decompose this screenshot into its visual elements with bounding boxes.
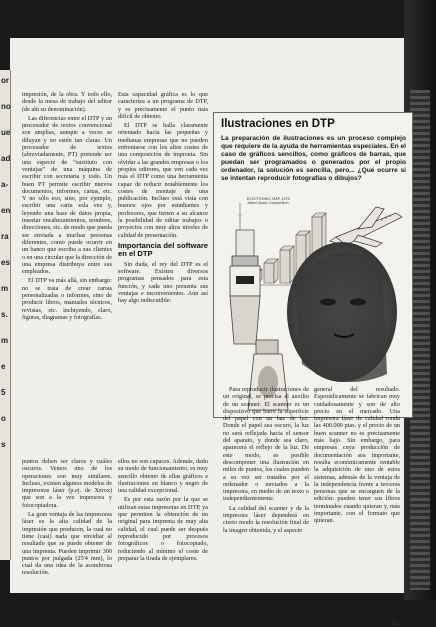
col1-paragraph: La gran ventaja de las impresoras láser es la alta calidad de la impresión que producen, la cual no tiene (casi) nada que envidiar al resultado que se puede obtener de una imprenta. Pueden imprimir 300 puntos por pulgada (25'4 mm), lo cual da una idea de la asombrosa resolución. <box>22 511 112 577</box>
sliver-text: m <box>1 284 9 293</box>
col2-paragraph: ellos no son capaces. Además, dado su modo de funcionamiento, es muy sencillo obtener de ellas gráficos e ilustraciones en blanco y negro de una calidad excepcional. <box>118 458 208 495</box>
col3-paragraph: Para reproducir ilustraciones de un original, se precisa el auxilio de un scanner. El scanner es un dispositivo que barre la superficie del papel con un haz de luz. Donde el papel sea oscuro, la luz no será reflejada hacia el sensor del aparato, y donde sea claro, aparecerá el reflejo de la luz. De este modo, es posible descomponer una ilustración en miles de puntos, los cuales pueden a su vez ser tratados por el ordenador o enviados a la impresora, en medio de un texto o independientemente. <box>223 386 309 503</box>
col1-paragraph: impresión, de la obra. Y todo ello, desde la mesa de trabajo del editor (de ahí su denominación). <box>22 91 112 113</box>
sliver-text: ad <box>1 154 11 163</box>
chart-caption-line-1: ELECTRONIC MAP 1975 <box>247 197 290 201</box>
sliver-text: no <box>1 102 11 111</box>
col2-paragraph: Es por esta razón por la que se utilizan estas impresoras en DTP, ya que permiten la obtención de un original para imprenta de muy alta calidad, el cual puede ser después reproducido por procesos fotográficos o fotocopiado, reduciendo al mínimo el coste de preparar la tirada de ejemplares. <box>118 496 208 562</box>
col3-paragraph: La calidad del scanner y de la impresora láser dependerá en cierto modo la resolución final de la imagen obtenida, y el aspecto <box>223 504 309 534</box>
column-2-bottom <box>118 458 208 588</box>
sliver-text: ue <box>1 128 11 137</box>
col1-paragraph: El DTP va más allá, sin embargo: no se trata de crear cartas personalizadas o informes, sino de producir libros, manuales técnicos, revistas, etc. incluyendo, claro, figuras, diagramas y fotografías. <box>22 277 112 321</box>
column-1-bottom <box>22 458 112 588</box>
col2-paragraph: El DTP se halla claramente orientado hacia las pequeñas y medianas empresas que no pueden enfrentarse con los altos costes de una composición de imprenta. Sin olvidar a las grandes empresas o los propios editores, que ven cada vez más el DTP como una herramienta capaz de reducir notablemente los costes de montaje de una publicación. Incluso está vista con buenos ojos por estudiantes y profesores, que tienen a su alcance la posibilidad de editar trabajos o proyectos con muy altos niveles de calidad de presentación. <box>118 122 208 239</box>
col2-paragraph: Esta capacidad gráfica es lo que caracteriza a un programa de DTP, y es precisamente el punto más difícil de obtener. <box>118 91 208 120</box>
sliver-text: s <box>1 440 6 449</box>
magazine-page <box>10 38 406 627</box>
sliver-text: 5 <box>1 388 6 397</box>
col1-paragraph: Las diferencias entre el DTP y un procesador de textos convencional son amplias, aunque a veces se diluyan y no estén tan claras. Un procesador de textos (abreviadamente, PT) pretende ser una especie de “sustituto con ventajas” de una máquina de escribir con secretaria y todo. Un buen PT permite escribir nuevos documentos, informes, cartas, etc. Y no sólo eso, sino, por ejemplo, escribir una carta sola vez y, leyendo una base de datos propia, insertar encabezamientos, nombres, direcciones, etc. de modo que pueda ser enviada a muchas personas diferentes, como puede ocurrir en un banco que escriba a sus clientes o en una circular que la dirección de una empresa distribuya entre sus empleados. <box>22 114 112 276</box>
sliver-text: m <box>1 336 9 345</box>
sliver-text: o <box>1 414 6 423</box>
box-title: Ilustraciones en DTP <box>221 118 335 130</box>
page-edge-strip <box>410 90 430 590</box>
previous-page-edge <box>0 70 11 560</box>
column-4 <box>314 386 400 588</box>
column-1 <box>22 91 112 453</box>
col4-paragraph: general del resultado. Esporádicamente se fabrican muy cuidadosamente y son de alto precio en el mercado. Una impresora láser de calidad ronda las 400.000 ptas. y el precio de un buen scanner no es precisamente más bajo. Sin embargo, para empresas cuya producción de documentación sea importante, resulta económicamente rentable la adquisición de uno de estos sistemas, además de la ventaja de la independencia frente a terceras personas que se encarguen de la edición: pueden tener sus libros terminados cuando quieran y, más importante, con el formato que quieran. <box>314 386 400 525</box>
sliver-text: s. <box>1 310 8 319</box>
sliver-text: e <box>1 362 6 371</box>
column-2 <box>118 91 208 453</box>
tall-bottle-icon <box>230 230 260 344</box>
box-intro: La preparación de ilustraciones es un proceso complejo que requiere de la ayuda de herramientas especiales. En el caso de gráficos sencillos, como gráficos de barras, que puedan ser programados o generados por el propio ordenador, la solución es sencilla, pero... ¿Qué ocurre si se intentan reproducir fotografías o dibujos? <box>221 135 406 182</box>
col2-paragraph: Sin duda, el rey del DTP es el software. Existen diversos programas pensados para esta función, y cada uno presenta sus ventajas e inconvenientes. Aún así hay algo indiscutible: <box>118 260 208 305</box>
col1-paragraph: puntos deben ser claros y cuáles oscuros. Vemos uno de los operaciones son muy similares. Incluso, existen algunos modelos de impresoras láser (p.ej. de Xerox) que son a la vez impresora y fotocopiadora. <box>22 458 112 509</box>
sliver-text: ra <box>1 232 9 241</box>
sliver-text: es <box>1 258 10 267</box>
page-number: 21 <box>391 621 398 627</box>
column-3 <box>223 386 309 588</box>
sliver-text: a- <box>1 180 9 189</box>
sliver-text: en <box>1 206 11 215</box>
col2-subheading: Importancia del software en el DTP <box>118 240 208 259</box>
chart-caption-line-2: Jabert Aune Competition <box>247 201 289 205</box>
sliver-text: or <box>1 76 9 85</box>
